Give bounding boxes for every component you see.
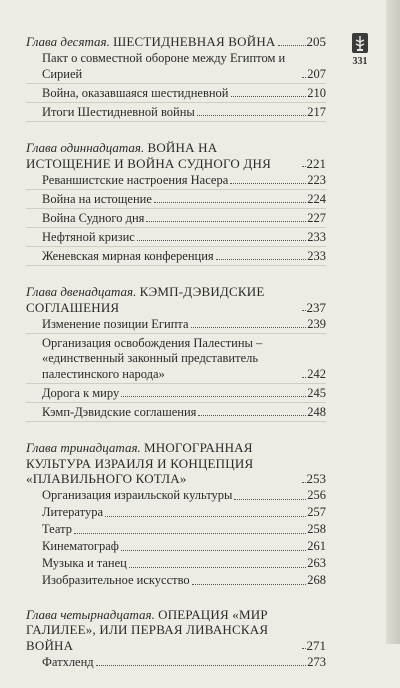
page-ref: 210 [307,85,326,100]
dot-leader [234,499,306,500]
entry-title: Изобразительное искусство [42,573,190,587]
page-ref: 224 [307,191,326,206]
entry-title: Война на истощение [42,191,152,206]
toc-entry[interactable] [26,488,326,504]
page-edge [386,0,400,644]
dot-leader [121,550,306,551]
toc-entry[interactable] [26,655,326,671]
dot-leader [197,115,306,116]
chapter-label: Глава одиннадцатая. [26,140,145,155]
dot-leader [154,202,306,203]
entry-title: Война Судного дня [42,210,145,225]
dot-leader [96,665,307,666]
toc-chapter [26,440,326,589]
page-ref: 207 [307,66,326,81]
toc-entry[interactable] [26,573,326,589]
dot-leader [302,77,306,78]
toc-entry[interactable] [26,249,326,267]
page-ref: 217 [307,104,326,119]
chapter-title: ВОЙНА НА ИСТОЩЕНИЕ И ВОЙНА СУДНОГО ДНЯ [26,140,271,171]
toc-entry[interactable] [26,211,326,229]
page-ref: 268 [307,573,326,587]
chapter-label: Глава десятая. [26,34,110,49]
page-ref: 253 [306,471,326,486]
toc-entry[interactable] [26,51,326,84]
chapter-title: КЭМП-ДЭВИДСКИЕ СОГЛАШЕНИЯ [26,284,265,315]
page-ref: 233 [307,248,326,263]
page-ref: 257 [307,505,326,519]
page-header [342,32,378,67]
page-ref: 239 [307,316,326,331]
toc-entry[interactable] [26,556,326,572]
entry-title: Организация освобождения Палестины – «единственный законный представитель палестинского народа» [42,335,263,381]
toc-chapter [26,284,326,422]
dot-leader [198,415,306,416]
toc-entry[interactable] [26,505,326,521]
dot-leader [302,482,306,483]
chapter-heading[interactable] [26,140,326,171]
page-ref: 248 [307,404,326,419]
entry-title: Кэмп-Дэвидские соглашения [42,404,197,419]
entry-title: Женевская мирная конференция [42,248,214,263]
entry-title: Пакт о совместной обороне между Египтом и Сирией [42,51,286,81]
page-ref: 227 [307,210,326,225]
toc-chapter [26,140,326,266]
entry-title: Нефтяной кризис [42,229,135,244]
chapter-label: Глава четырнадцатая. [26,606,155,622]
dot-leader [302,310,306,311]
page-ref: 256 [307,488,326,502]
entry-title: Музыка и танец [42,556,127,570]
entry-title: Итоги Шестидневной войны [42,104,195,119]
toc-entry[interactable] [26,386,326,404]
chapter-heading[interactable] [26,284,326,315]
page-ref: 205 [306,34,326,49]
toc-entry[interactable] [26,336,326,385]
table-of-contents [26,34,326,688]
toc-entry[interactable] [26,173,326,191]
dot-leader [278,45,306,46]
dot-leader [302,166,306,167]
dot-leader [231,96,307,97]
chapter-title: МНОГОГРАННАЯ КУЛЬТУРА ИЗРАИЛЯ И КОНЦЕПЦИЯ «ПЛАВИЛЬНОГО КОТЛА» [26,440,254,486]
chapter-heading[interactable] [26,440,326,487]
dot-leader [191,327,307,328]
dot-leader [121,396,306,397]
page-number: 331 [352,56,368,67]
toc-entry[interactable] [26,539,326,555]
chapter-label: Глава двенадцатая. [26,284,137,299]
entry-title: Литература [42,505,103,519]
toc-entry[interactable] [26,317,326,335]
dot-leader [129,567,306,568]
chapter-title: ОПЕРАЦИЯ «МИР ГАЛИЛЕЕ», ИЛИ ПЕРВАЯ ЛИВАНСКАЯ ВОЙНА [26,606,269,653]
page-ref: 221 [306,155,326,171]
entry-title: Театр [42,522,72,536]
toc-entry[interactable] [26,522,326,538]
entry-title: Изменение позиции Египта [42,316,189,331]
page-ref: 258 [307,522,326,536]
page-ref: 237 [306,299,326,315]
dot-leader [146,221,306,222]
chapter-label: Глава тринадцатая. [26,440,141,455]
dot-leader [302,377,306,378]
dot-leader [137,240,306,241]
toc-chapter [26,34,326,122]
dot-leader [105,516,306,517]
entry-title: Фатхленд [42,654,94,669]
toc-chapter [26,607,326,671]
entry-title: Кинематограф [42,539,119,553]
entry-title: Война, оказавшаяся шестидневной [42,85,229,100]
chapter-heading[interactable] [26,34,326,50]
page-ref: 273 [307,654,326,669]
page-ref: 245 [307,385,326,400]
entry-title: Дорога к миру [42,385,120,400]
page-ref: 263 [307,556,326,570]
toc-entry[interactable] [26,192,326,210]
page-ref: 242 [307,366,326,381]
chapter-heading[interactable] [26,607,326,654]
page-ref: 271 [306,637,326,653]
emblem-icon [350,32,370,54]
page-ref: 223 [307,172,326,187]
dot-leader [216,259,307,260]
entry-title: Реваншистские настроения Насера [42,172,229,187]
entry-title: Организация израильской культуры [42,488,233,502]
dot-leader [74,533,306,534]
chapter-title: ШЕСТИДНЕВНАЯ ВОЙНА [113,34,276,49]
toc-entry[interactable] [26,86,326,104]
toc-entry[interactable] [26,230,326,248]
page-ref: 261 [307,539,326,553]
toc-entry[interactable] [26,405,326,423]
dot-leader [192,584,307,585]
page-ref: 233 [307,229,326,244]
toc-entry[interactable] [26,105,326,123]
dot-leader [230,183,306,184]
dot-leader [302,648,306,649]
